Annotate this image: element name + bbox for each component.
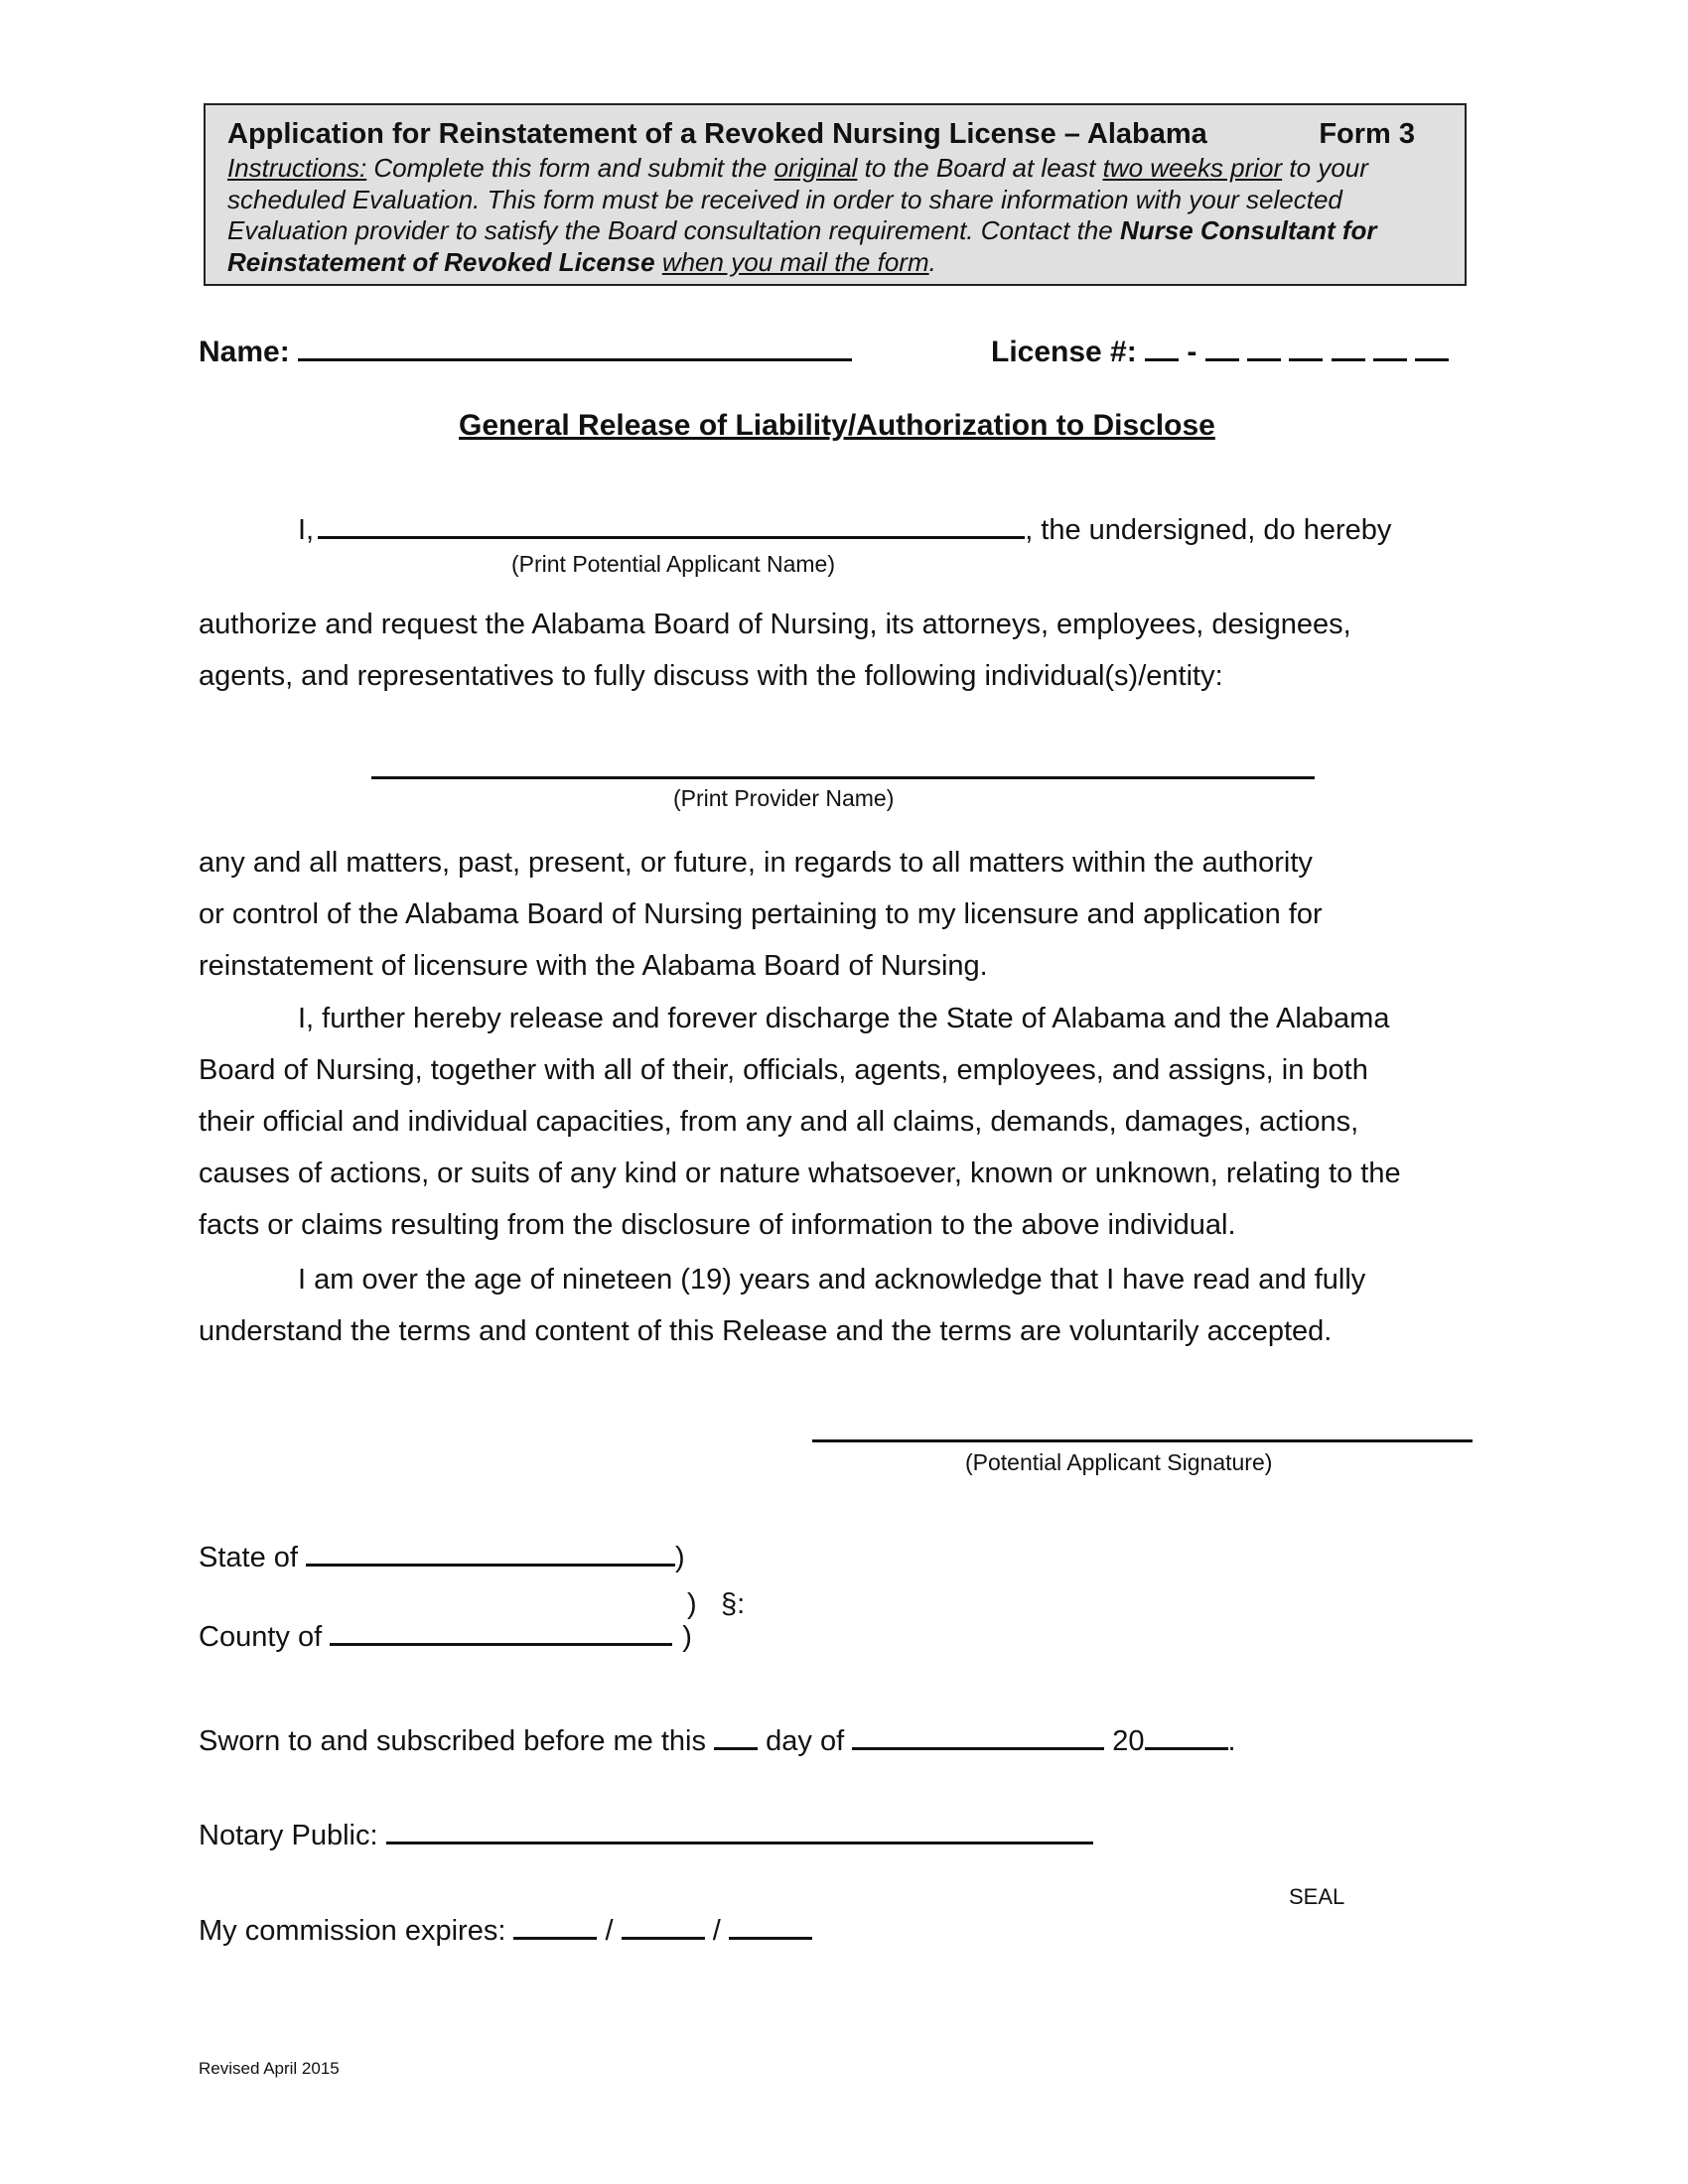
form-number: Form 3 (1319, 118, 1415, 150)
sworn-day-field[interactable] (714, 1747, 758, 1750)
applicant-name-row (298, 514, 1391, 547)
applicant-name-field[interactable] (318, 536, 1025, 539)
instructions-contact: Nurse Consultant for Reinstatement of Revoked License (227, 215, 1377, 277)
commission-label: My commission expires: (199, 1915, 506, 1947)
instructions-text (227, 153, 1449, 278)
commission-month-field[interactable] (513, 1937, 597, 1940)
bracket-paren: ) (675, 1542, 685, 1573)
commission-day-field[interactable] (622, 1937, 705, 1940)
license-digit-field[interactable] (1415, 358, 1449, 361)
age-line: understand the terms and content of this Release and the terms are voluntarily accepted. (199, 1315, 1333, 1347)
sworn-row (199, 1725, 1236, 1758)
sworn-period: . (1227, 1725, 1236, 1757)
instructions-part: to the Board at least (857, 153, 1103, 183)
release-line: facts or claims resulting from the disclosure of information to the above individual. (199, 1209, 1236, 1241)
release-line: I, further hereby release and forever discharge the State of Alabama and the Alabama (298, 1003, 1390, 1034)
seal-label: SEAL (1289, 1884, 1345, 1909)
license-digit-field[interactable] (1373, 358, 1407, 361)
day-of-label: day of (766, 1725, 845, 1757)
license-row (991, 336, 1449, 369)
form-title: Application for Reinstatement of a Revoked Nursing License – Alabama (227, 118, 1207, 150)
notary-row (199, 1820, 1093, 1852)
i-prefix: I, (298, 514, 315, 546)
i-suffix: , the undersigned, do hereby (1025, 514, 1392, 546)
state-label: State of (199, 1542, 298, 1573)
license-digit-field[interactable] (1332, 358, 1365, 361)
sworn-year-field[interactable] (1145, 1747, 1228, 1750)
sworn-month-field[interactable] (852, 1747, 1104, 1750)
license-digit-field[interactable] (1205, 358, 1239, 361)
state-row (199, 1542, 685, 1574)
release-line: causes of actions, or suits of any kind or nature whatsoever, known or unknown, relating to the (199, 1158, 1401, 1189)
section-symbol: §: (721, 1588, 746, 1620)
notary-label: Notary Public: (199, 1820, 378, 1851)
instructions-label: Instructions: (227, 153, 367, 183)
county-row (199, 1621, 692, 1654)
instructions-part: . (928, 246, 936, 277)
name-field[interactable] (298, 358, 852, 361)
age-line: I am over the age of nineteen (19) years and acknowledge that I have read and fully (298, 1264, 1366, 1296)
notary-field[interactable] (386, 1842, 1093, 1844)
license-digit-field[interactable] (1289, 358, 1323, 361)
sworn-label: Sworn to and subscribed before me this (199, 1725, 706, 1757)
instructions-two-weeks: two weeks prior (1102, 153, 1283, 183)
document-heading: General Release of Liability/Authorization to Disclose (459, 409, 1215, 442)
signature-field[interactable] (812, 1439, 1473, 1442)
matters-line: reinstatement of licensure with the Alabama Board of Nursing. (199, 950, 988, 982)
form-header-box (204, 103, 1467, 286)
instructions-part: to your scheduled Evaluation. This form must be received in order to share information with your selected Evaluation provider to satisfy the Board consultation requirement. Contact the (227, 153, 1368, 245)
instructions-mail: when you mail the form (661, 246, 929, 277)
license-prefix-field[interactable] (1145, 358, 1179, 361)
authorize-line: agents, and representatives to fully discuss with the following individual(s)/entity: (199, 660, 1223, 692)
release-line: their official and individual capacities, from any and all claims, demands, damages, actions, (199, 1106, 1359, 1138)
county-field[interactable] (330, 1643, 672, 1646)
date-slash: / (712, 1915, 721, 1947)
state-field[interactable] (306, 1564, 675, 1567)
license-digit-field[interactable] (1247, 358, 1281, 361)
matters-line: or control of the Alabama Board of Nursing pertaining to my licensure and application for (199, 898, 1323, 930)
provider-name-field[interactable] (371, 776, 1315, 779)
date-slash: / (605, 1915, 614, 1947)
release-line: Board of Nursing, together with all of their, officials, agents, employees, and assigns, in both (199, 1054, 1368, 1086)
commission-year-field[interactable] (729, 1937, 812, 1940)
instructions-original: original (774, 153, 858, 183)
name-row (199, 336, 852, 369)
instructions-part: Complete this form and submit the (366, 153, 774, 183)
year-prefix: 20 (1112, 1725, 1145, 1757)
bracket-paren: ) (682, 1621, 692, 1653)
license-dash: - (1187, 336, 1197, 368)
commission-row (199, 1915, 812, 1948)
instructions-part (655, 247, 662, 277)
bracket-paren-middle: ) (687, 1588, 697, 1620)
authorize-line: authorize and request the Alabama Board of Nursing, its attorneys, employees, designees, (199, 609, 1351, 640)
county-label: County of (199, 1621, 323, 1653)
signature-caption: (Potential Applicant Signature) (965, 1449, 1273, 1475)
license-label: License #: (991, 336, 1137, 368)
provider-name-caption: (Print Provider Name) (673, 785, 895, 811)
revised-date: Revised April 2015 (199, 2059, 340, 2078)
name-label: Name: (199, 336, 290, 368)
matters-line: any and all matters, past, present, or future, in regards to all matters within the authority (199, 847, 1313, 879)
applicant-name-caption: (Print Potential Applicant Name) (511, 551, 835, 577)
